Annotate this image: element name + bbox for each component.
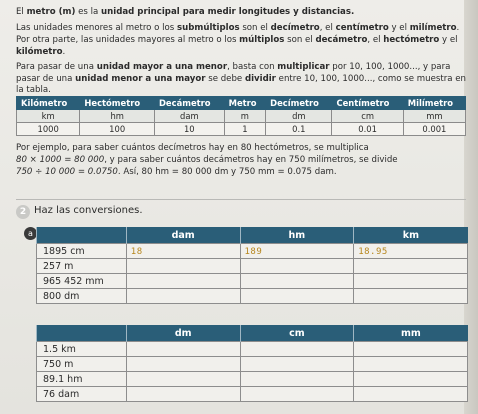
header-hectometro: Hectómetro [80,97,155,110]
header-cm: cm [240,325,354,342]
units-value-row [17,123,466,136]
text: , el [367,35,384,45]
table-cell: dm [266,110,332,123]
handwritten-answer: 18.95 [358,246,388,257]
text: es la [75,7,102,17]
text: por 10, 100, 1000..., y para pasar de una [16,62,451,84]
text-bold: decámetro [315,35,368,45]
answer-cell[interactable] [354,244,468,259]
table-row [37,357,468,372]
answer-cell[interactable] [240,342,354,357]
subexercise-badge: a [24,227,37,240]
text-bold: metro (m) [26,7,76,17]
text: Por otra parte, las unidades mayores al metro o los [16,35,240,45]
answer-cell[interactable] [126,372,240,387]
answer-cell[interactable] [126,342,240,357]
row-label: 750 m [37,357,127,372]
header-hm: hm [240,227,354,244]
table-row [37,342,468,357]
text-bold: milímetro [409,23,457,33]
header-dam: dam [126,227,240,244]
header-blank [37,325,127,342]
answer-cell[interactable] [126,244,240,259]
section-divider [16,199,466,200]
text-bold: unidad mayor a una menor [96,62,228,72]
text-bold: centímetro [335,23,389,33]
answer-cell[interactable] [126,357,240,372]
intro-paragraph-4 [16,62,466,97]
intro-paragraph-2 [16,23,466,35]
table-cell: hm [80,110,155,123]
text: , basta con [227,62,278,72]
answer-cell[interactable] [240,259,354,274]
text-bold: kilómetro [16,46,63,57]
table-b-header [37,325,468,342]
answer-cell[interactable] [126,274,240,289]
text: se debe [205,73,245,84]
text: . [62,46,66,57]
answer-cell[interactable] [354,259,468,274]
row-label: 1895 cm [37,244,127,259]
text: son el [284,35,316,45]
text: son el [239,23,271,33]
text-bold: decímetro [270,23,320,33]
handwritten-answer: 189 [244,246,263,257]
row-label: 800 dm [37,289,127,304]
table-cell: 0.001 [403,123,465,136]
table-cell: m [224,110,266,123]
answer-cell[interactable] [240,289,354,304]
answer-cell[interactable] [240,387,354,402]
header-metro: Metro [224,97,266,110]
table-cell: 0.1 [266,123,332,136]
header-blank [37,227,127,244]
text-bold: dividir [244,73,276,84]
example-line-3 [16,166,466,178]
text-bold: hectómetro [383,35,440,45]
handwritten-answer: 18 [130,246,143,257]
text: Las unidades menores al metro o los [16,23,178,33]
example-line-1: Por ejemplo, para saber cuántos decímetros hay en 80 hectómetros, se multiplica [16,143,369,153]
answer-cell[interactable] [240,274,354,289]
header-milimetro: Milímetro [403,97,465,110]
answer-cell[interactable] [354,289,468,304]
table-cell: 10 [154,123,224,136]
intro-paragraph-1 [16,7,466,19]
table-cell: 1000 [17,123,80,136]
table-row [37,372,468,387]
math-expression: 80 × 1000 = 80 000 [16,155,105,165]
table-cell: 1 [224,123,266,136]
text: El [16,7,27,17]
answer-cell[interactable] [126,289,240,304]
text: , el [319,23,336,33]
header-km: km [354,227,468,244]
header-kilometro: Kilómetro [17,97,80,110]
example-paragraph [16,142,466,178]
header-mm: mm [354,325,468,342]
table-a-header [37,227,468,244]
exercise-number-badge: 2 [16,205,30,219]
text-bold: unidad menor a una mayor [75,73,206,84]
text: Para pasar de una [16,62,97,72]
header-decametro: Decámetro [154,97,224,110]
header-decimetro: Decímetro [266,97,332,110]
table-cell: km [17,110,80,123]
text-bold: unidad principal para medir longitudes y distancias. [101,7,355,17]
table-row [37,274,468,289]
example-line-2 [16,154,466,166]
table-row [37,387,468,402]
exercise-title: Haz las conversiones. [34,205,143,216]
table-cell: 0.01 [332,123,403,136]
answer-cell[interactable] [240,357,354,372]
text-bold: múltiplos [239,35,285,45]
table-row [37,244,468,259]
text: y el [439,35,458,45]
text: entre 10, 100, 1000..., como se muestra en la tabla. [16,73,466,95]
row-label: 76 dam [37,387,127,402]
header-dm: dm [126,325,240,342]
answer-cell[interactable] [354,372,468,387]
math-expression: 750 ÷ 10 000 = 0.0750 [16,167,118,177]
conversion-table-b [36,325,468,402]
text-bold: multiplicar [277,62,330,72]
units-header-row [17,97,466,110]
row-label: 965 452 mm [37,274,127,289]
answer-cell[interactable] [354,357,468,372]
text: y el [388,23,410,33]
row-label: 1.5 km [37,342,127,357]
table-row [37,289,468,304]
units-symbol-row [17,110,466,123]
answer-cell[interactable] [126,387,240,402]
answer-cell[interactable] [354,387,468,402]
table-cell: mm [403,110,465,123]
answer-cell[interactable] [354,274,468,289]
intro-paragraph-3 [16,35,466,58]
answer-cell[interactable] [240,372,354,387]
units-table [16,96,466,136]
answer-cell[interactable] [354,342,468,357]
text-bold: submúltiplos [177,23,240,33]
text: . Así, 80 hm = 80 000 dm y 750 mm = 0.075 dam. [117,167,337,177]
answer-cell[interactable] [126,259,240,274]
answer-cell[interactable] [240,244,354,259]
table-cell: dam [154,110,224,123]
conversion-table-a [36,227,468,304]
text: , y para saber cuántos decámetros hay en 750 milímetros, se divide [104,155,398,165]
table-row [37,259,468,274]
row-label: 89.1 hm [37,372,127,387]
header-centimetro: Centímetro [332,97,403,110]
row-label: 257 m [37,259,127,274]
text: . [456,23,460,33]
table-cell: 100 [80,123,155,136]
table-cell: cm [332,110,403,123]
